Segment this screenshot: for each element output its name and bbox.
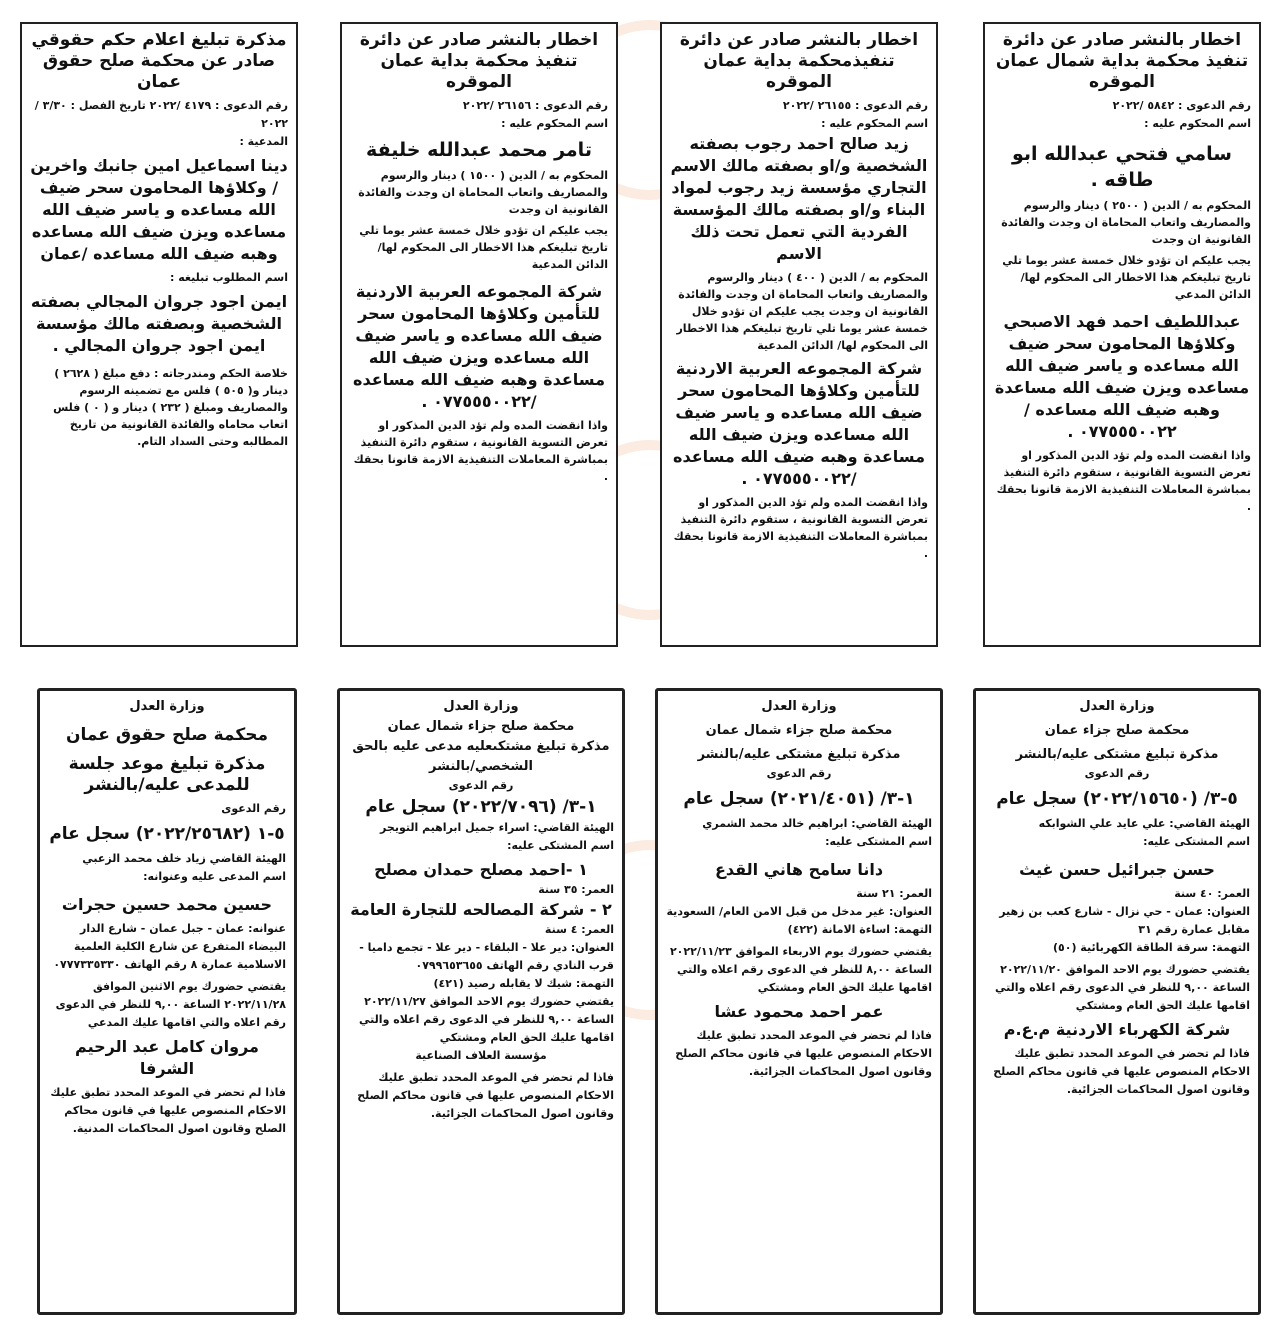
- court-name: محكمة صلح جزاء عمان: [1044, 723, 1190, 738]
- accused-label: اسم المشتكى عليه:: [1143, 835, 1250, 848]
- charge: التهمة: اساءة الامانة (٤٢٢): [787, 923, 932, 936]
- notice-bottom-1: [973, 688, 1261, 1315]
- defendant-label: اسم المحكوم عليه :: [1144, 117, 1251, 130]
- case-number: رقم الدعوى : ٤١٧٩ /٢٠٢٢ تاريخ الفصل : ٣/٣٠ /٢٠٢٢: [34, 99, 288, 130]
- notice-bottom-4: [37, 688, 297, 1315]
- defendant-label: اسم المحكوم عليه :: [821, 117, 928, 130]
- creditor: عبداللطيف احمد فهد الاصبحي وكلاؤها المحامون سحر ضيف الله مساعده و ياسر ضيف الله مساعده ويزن ضيف الله مساعدة وهبه ضيف الله مساعده /٠٧٧٥٥٥٠٠٢٢ .: [994, 312, 1250, 441]
- memo-title: مذكرة تبليغ مشتكى عليه/بالنشر: [697, 747, 901, 762]
- notice-title: اخطار بالنشر صادر عن دائرة تنفيذ محكمة بداية عمان الموقره: [359, 30, 599, 92]
- hearing-details: يقتضي حضورك يوم الاحد الموافق ٢٠٢٢/١١/٢٧ الساعة ٩,٠٠ للنظر في الدعوى رقم اعلاه والتي اقامها عليك الحق العام ومشتكي: [359, 995, 614, 1044]
- accused-age: العمر: ٢١ سنة: [856, 887, 932, 900]
- plaintiff-name: دينا اسماعيل امين جانبك واخرين / وكلاؤها المحامون سحر ضيف الله مساعده و ياسر ضيف الله مساعده ويزن ضيف الله مساعده وهبه ضيف الله مساعده /عمان: [30, 156, 288, 263]
- case-number: ١-٣/ (٢٠٢١/٤٠٥١) سجل عام: [683, 789, 915, 809]
- ministry: وزارة العدل: [129, 699, 205, 714]
- case-label: رقم الدعوى: [1084, 767, 1150, 780]
- footer-note: فاذا لم تحضر في الموعد المحدد تطبق عليك الاحكام المنصوص عليها في قانون محاكم الصلح وقانون اصول المحاكمات الجزائية.: [993, 1047, 1250, 1096]
- accused-name-2: ٢ - شركة المصالحه للتجارة العامة: [350, 900, 612, 919]
- creditor: شركة المجموعه العربية الاردنية للتأمين وكلاؤها المحامون سحر ضيف الله مساعده و ياسر ضيف الله مساعده ويزن ضيف الله مساعدة وهبه ضيف الله مساعده /٠٧٧٥٥٥٠٠٢٢ .: [353, 282, 605, 411]
- notice-top-2: [660, 22, 938, 647]
- footer-note: فاذا لم تحضر في الموعد المحدد تطبق عليك الاحكام المنصوص عليها في قانون محاكم الصلح وقانون اصول المحاكمات الجزائية.: [357, 1071, 614, 1120]
- accused-address: عنوانه: عمان - جبل عمان - شارع الدار البيضاء المتفرع عن شارع الكلية العلمية الاسلامية عمارة ٨ رقم الهاتف ٠٧٧٧٣٣٥٣٣٠: [53, 922, 286, 971]
- judgment-amount: المحكوم به / الدين ( ١٥٠٠ ) دينار والرسوم والمصاريف واتعاب المحاماة ان وجدت والفائدة القانونية ان وجدت: [358, 169, 608, 216]
- creditor: شركة المجموعه العربية الاردنية للتأمين وكلاؤها المحامون سحر ضيف الله مساعده و ياسر ضيف الله مساعده ويزن ضيف الله مساعدة وهبه ضيف الله مساعده /٠٧٧٥٥٥٠٠٢٢ .: [673, 359, 925, 488]
- court-name: محكمة صلح جزاء شمال عمان: [387, 719, 575, 734]
- case-number: ٥-٣/ (٢٠٢٢/١٥٦٥٠) سجل عام: [996, 789, 1238, 809]
- judgment-amount: المحكوم به / الدين ( ٢٥٠٠ ) دينار والرسوم والمصاريف واتعاب المحاماة ان وجدت والفائدة القانونية ان وجدت: [1001, 199, 1251, 246]
- case-number: رقم الدعوى : ٢٦١٥٦ /٢٠٢٢: [462, 99, 608, 112]
- footer-note: فاذا لم تحضر في الموعد المحدد تطبق عليك الاحكام المنصوص عليها في قانون محاكم الصلح وقانون اصول المحاكمات المدنية.: [50, 1086, 286, 1135]
- plaintiff-label: المدعية :: [239, 135, 288, 148]
- accused-label: اسم المشتكى عليه:: [825, 835, 932, 848]
- notice-title: مذكرة تبليغ اعلام حكم حقوقي صادر عن محكمة صلح حقوق عمان: [31, 30, 287, 92]
- notice-title: اخطار بالنشر صادر عن دائرة تنفيذمحكمة بداية عمان الموقره: [679, 30, 919, 92]
- court-name: محكمة صلح جزاء شمال عمان: [705, 723, 893, 738]
- complainant: شركة الكهرباء الاردنية م.ع.م: [1003, 1020, 1231, 1039]
- complainant: مؤسسة العلاف الصناعية: [415, 1049, 547, 1062]
- notice-title: اخطار بالنشر صادر عن دائرة تنفيذ محكمة بداية شمال عمان الموقره: [995, 30, 1249, 92]
- complainant: عمر احمد محمود عشا: [714, 1002, 884, 1021]
- defendant-label: اسم المحكوم عليه :: [501, 117, 608, 130]
- memo-title: مذكرة تبليغ مشتكىعليه مدعى عليه بالحق الشخصي/بالنشر: [352, 739, 610, 774]
- warning-text: واذا انقضت المده ولم تؤد الدين المذكور او تعرض التسوية القانونية ، ستقوم دائرة التنفيذ بمباشرة المعاملات التنفيذية الازمة قانونا بحقك .: [353, 419, 608, 483]
- accused-address: العنوان: عمان - حي نزال - شارع كعب بن زهير مقابل عمارة رقم ٣١: [999, 905, 1250, 936]
- case-label: رقم الدعوى: [448, 779, 514, 792]
- notified-label: اسم المطلوب تبليغه :: [169, 271, 288, 284]
- warning-text: واذا انقضت المده ولم تؤد الدين المذكور او تعرض التسوية القانونية ، ستقوم دائرة التنفيذ بمباشرة المعاملات التنفيذية الازمة قانونا بحقك .: [673, 496, 928, 560]
- judge: الهيئة القاضي زياد خلف محمد الزعبي: [82, 852, 286, 865]
- judge: الهيئة القاضي: اسراء جميل ابراهيم التويجر: [380, 821, 614, 834]
- notice-bottom-3: [337, 688, 625, 1315]
- defendant-name: سامي فتحي عبدالله ابو طاقه .: [1012, 143, 1232, 191]
- judgment-summary: خلاصة الحكم ومندرجاته : دفع مبلغ ( ٢٦٢٨ ) دينار و( ٥٠٥ ) فلس مع تضمينه الرسوم والمصاريف ومبلغ ( ٢٣٢ ) دينار و ( ٠ ) فلس اتعاب محاماه والفائدة القانونية من تاريخ المطالبه وحتى السداد التام.: [53, 367, 288, 448]
- judge: الهيئة القاضي: ابراهيم خالد محمد الشمري: [702, 817, 932, 830]
- accused-name: حسن جبرائيل حسن غيث: [1019, 860, 1215, 879]
- ministry: وزارة العدل: [1079, 699, 1155, 714]
- payment-demand: يجب عليكم ان تؤدو خلال خمسة عشر يوما تلي تاريخ تبليغكم هذا الاخطار الى المحكوم لها/ الدائن المدعي: [1002, 254, 1251, 301]
- defendant-name: زيد صالح احمد رجوب بصفته الشخصية و/او بصفته مالك الاسم التجاري مؤسسة زيد رجوب لمواد البناء و/او بصفته مالك المؤسسة الفردية التي تعمل تحت ذلك الاسم: [670, 134, 928, 263]
- memo-title: مذكرة تبليغ مشتكى عليه/بالنشر: [1015, 747, 1219, 762]
- ministry: وزارة العدل: [443, 699, 519, 714]
- accused-age: العمر: ٤٠ سنة: [1174, 887, 1250, 900]
- accused-name: دانا سامح هاني القدع: [714, 860, 884, 879]
- case-number: ١-٣/ (٢٠٢٢/٧٠٩٦) سجل عام: [365, 797, 597, 817]
- case-label: رقم الدعوى: [766, 767, 832, 780]
- case-label: رقم الدعوى: [221, 802, 286, 815]
- accused-address: العنوان: غير مدخل من قبل الامن العام/ السعودية: [666, 905, 932, 918]
- accused-label: اسم المشتكى عليه:: [507, 839, 614, 852]
- charge: التهمة: شيك لا يقابله رصيد (٤٢١): [433, 977, 614, 990]
- accused-label: اسم المدعى عليه وعنوانه:: [143, 870, 286, 883]
- case-number: رقم الدعوى : ٢٦١٥٥ /٢٠٢٢: [782, 99, 928, 112]
- judge: الهيئة القاضي: علي عايد علي الشوابكه: [1038, 817, 1250, 830]
- notice-top-1: [983, 22, 1261, 647]
- warning-text: واذا انقضت المده ولم تؤد الدين المذكور او تعرض التسوية القانونية ، ستقوم دائرة التنفيذ بمباشرة المعاملات التنفيذية الازمة قانونا بحقك .: [996, 449, 1251, 513]
- accused-name: ١ -احمد مصلح حمدان مصلح: [374, 860, 588, 879]
- notified-name: ايمن اجود جروان المجالي بصفته الشخصية وبصفته مالك مؤسسة ايمن اجود جروان المجالي .: [30, 292, 288, 355]
- notice-bottom-2: [655, 688, 943, 1315]
- judgment-amount: المحكوم به / الدين ( ٤٠٠ ) دينار والرسوم والمصاريف واتعاب المحاماة ان وجدت والفائدة القانونية ان وجدت يجب عليكم ان تؤدو خلال خمسة عشر يوما تلي تاريخ تبليغكم هذا الاخطار الى المحكوم لها/ الدائن المدعية: [676, 271, 928, 352]
- accused-age-2: العمر: ٤ سنة: [544, 923, 614, 936]
- hearing-details: يقتضي حضورك يوم الاحد الموافق ٢٠٢٢/١١/٢٠ الساعة ٩,٠٠ للنظر في الدعوى رقم اعلاه والتي اقامها عليك الحق العام ومشتكي: [995, 963, 1250, 1012]
- notice-top-3: [340, 22, 618, 647]
- court-name: محكمة صلح حقوق عمان: [66, 725, 268, 745]
- accused-age: العمر: ٣٥ سنة: [538, 883, 614, 896]
- hearing-details: يقتضي حضورك يوم الاثنين الموافق ٢٠٢٢/١١/٢٨ الساعة ٩,٠٠ للنظر في الدعوى رقم اعلاه والتي اقامها عليك المدعي: [55, 980, 286, 1029]
- footer-note: فاذا لم تحضر في الموعد المحدد تطبق عليك الاحكام المنصوص عليها في قانون محاكم الصلح وقانون اصول المحاكمات الجزائية.: [675, 1029, 932, 1078]
- defendant-name: تامر محمد عبدالله خليفة: [366, 139, 592, 161]
- case-number: رقم الدعوى : ٥٨٤٢ /٢٠٢٢: [1112, 99, 1251, 112]
- complainant: مروان كامل عبد الرحيم الشرفا: [75, 1037, 259, 1078]
- case-number: ٥-١ (٢٠٢٢/٢٥٦٨٢) سجل عام: [49, 824, 285, 844]
- charge: التهمة: سرقة الطاقة الكهربائية (٥٠): [1052, 941, 1250, 954]
- hearing-details: يقتضي حضورك يوم الاربعاء الموافق ٢٠٢٢/١١/٢٣ الساعة ٨,٠٠ للنظر في الدعوى رقم اعلاه والتي اقامها عليك الحق العام ومشتكي: [669, 945, 932, 994]
- memo-title: مذكرة تبليغ موعد جلسة للمدعى عليه/بالنشر: [68, 754, 266, 795]
- ministry: وزارة العدل: [761, 699, 837, 714]
- notice-top-4: [20, 22, 298, 647]
- accused-name: حسين محمد حسين حجرات: [61, 895, 273, 914]
- payment-demand: يجب عليكم ان تؤدو خلال خمسة عشر يوما تلي تاريخ تبليغكم هذا الاخطار الى المحكوم لها/ الدائن المدعية: [359, 224, 608, 271]
- accused-address: العنوان: دير علا - البلقاء - دير علا - تجمع داميا - قرب النادي رقم الهاتف ٠٧٩٩٦٥٣٦٥٥: [359, 941, 614, 972]
